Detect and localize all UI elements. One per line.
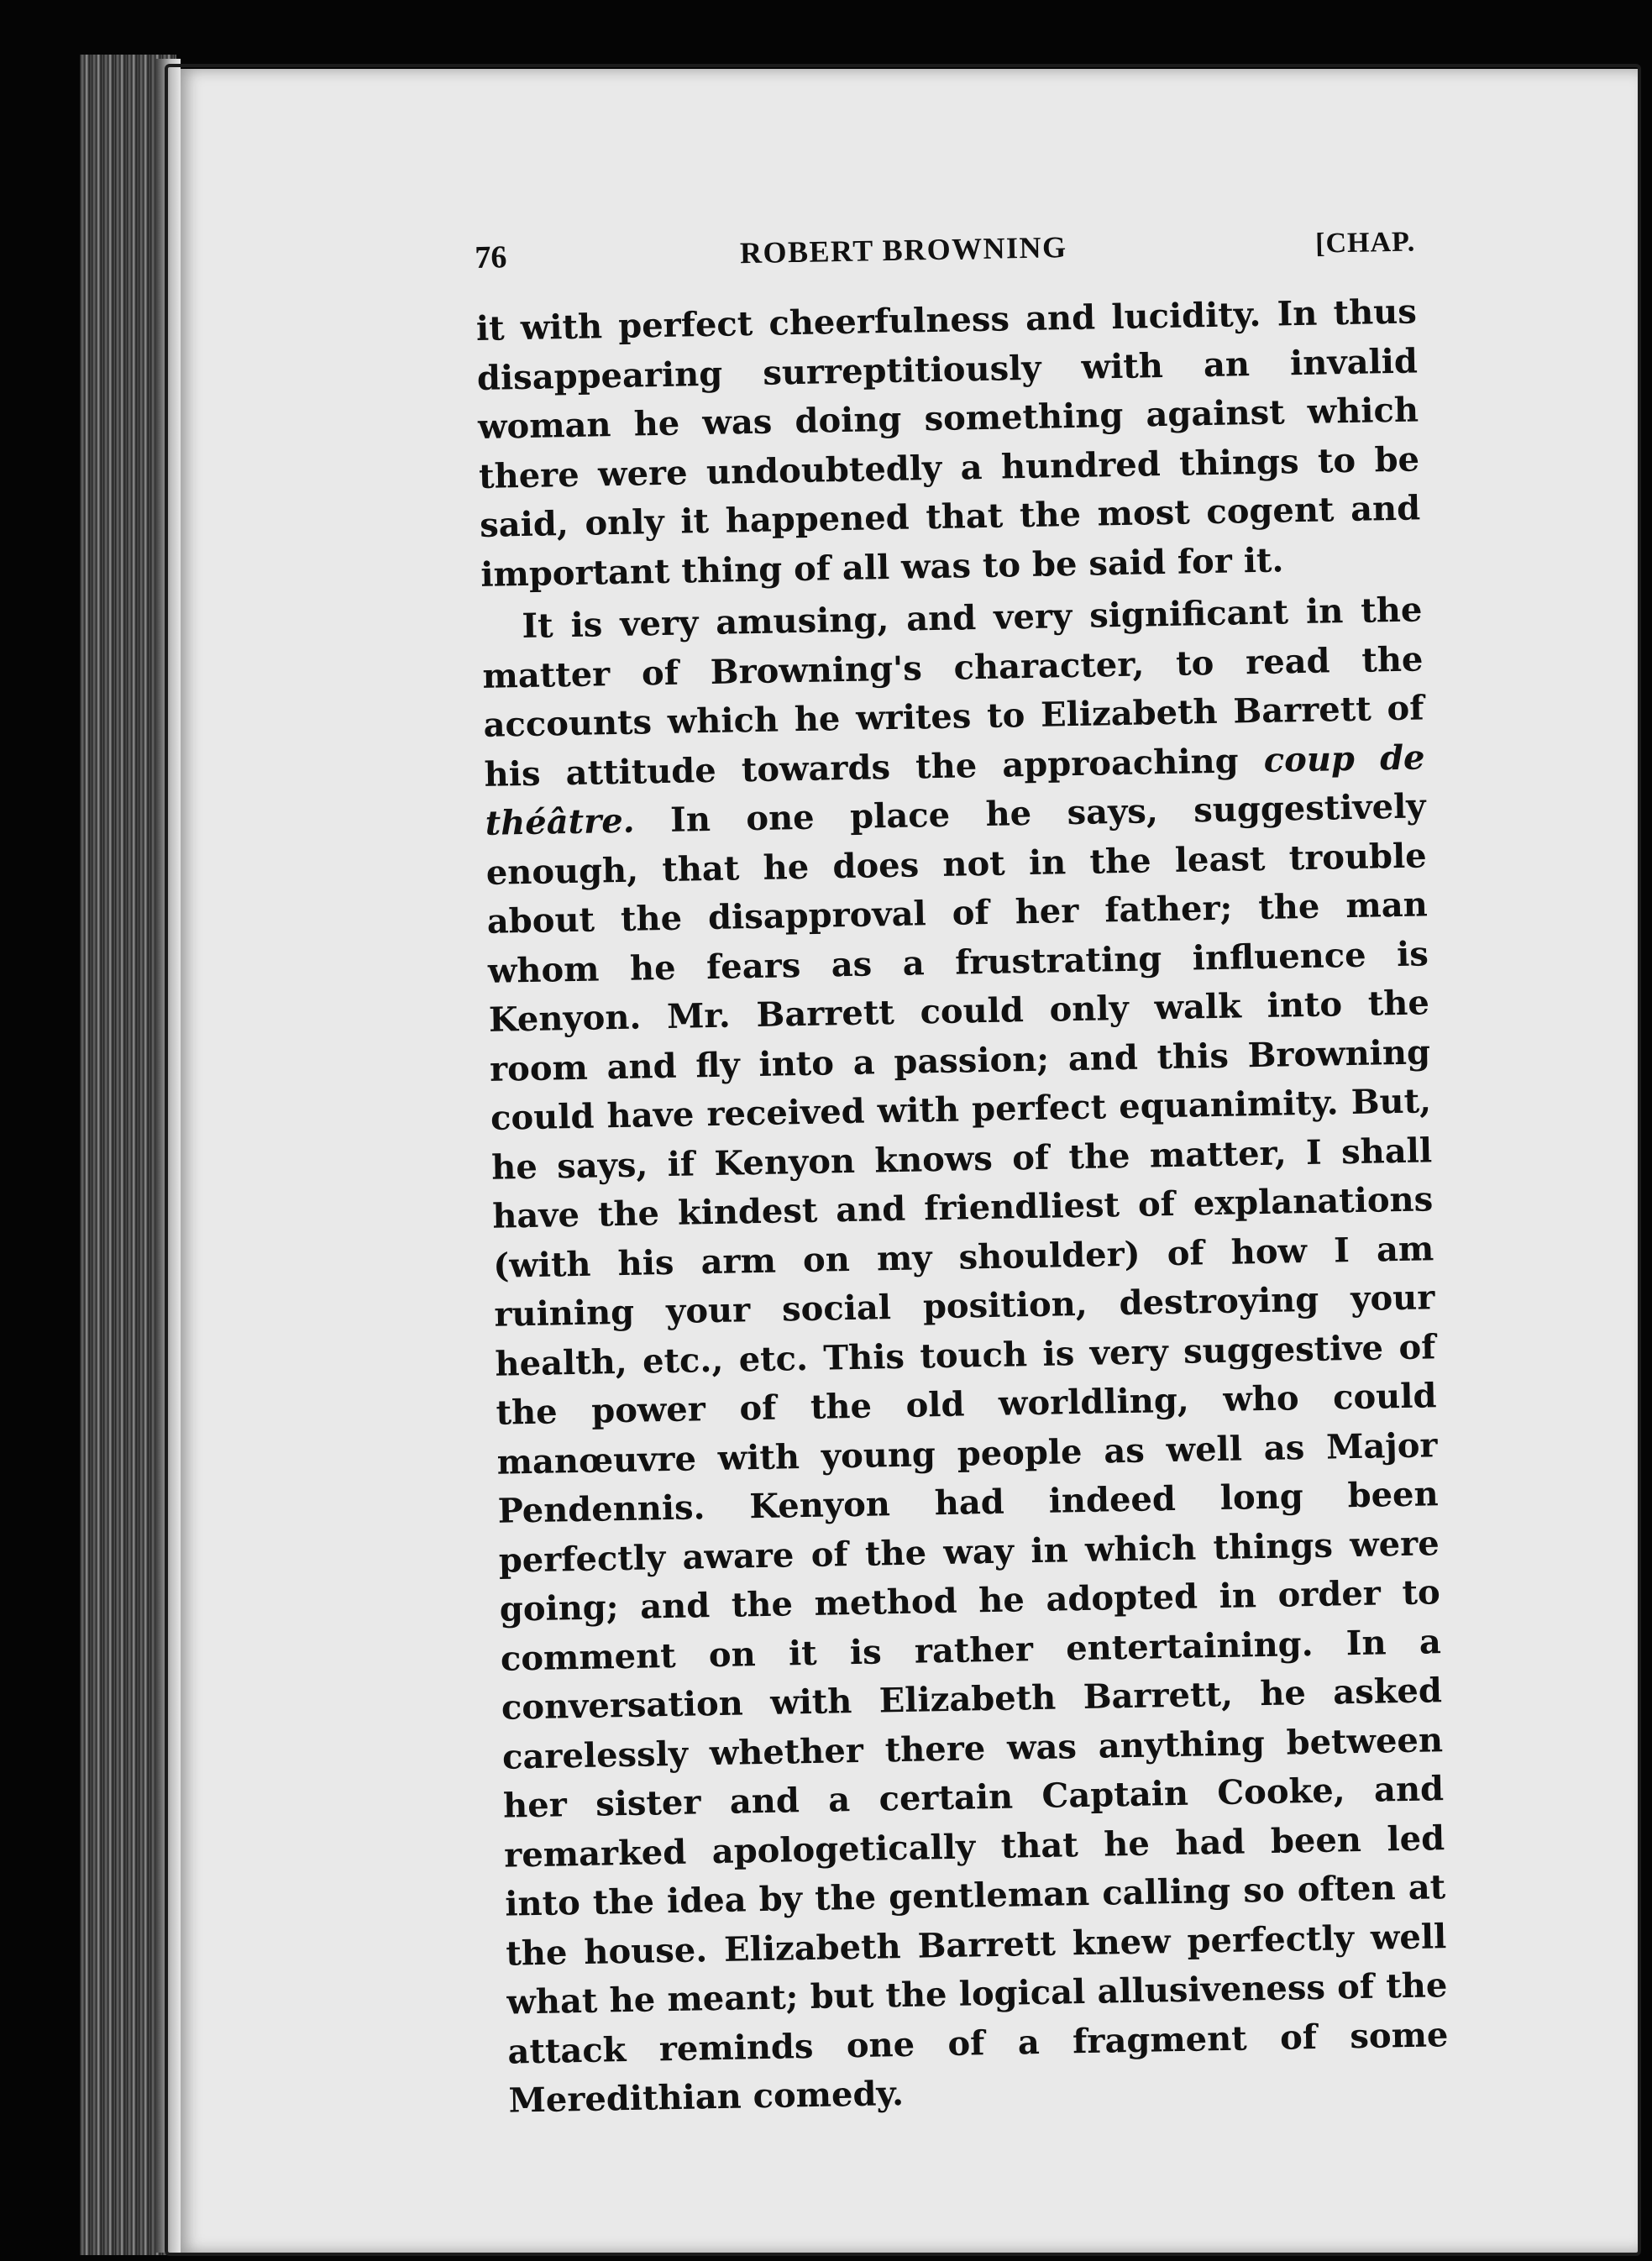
book-title: ROBERT BROWNING xyxy=(739,230,1067,270)
paragraph-2 xyxy=(481,585,1450,2126)
page-number: 76 xyxy=(475,239,507,275)
paragraph-1: it with perfect cheerfulness and lucidity. In thus disappearing surreptitiously with an invalid woman he was doing something against which there were undoubtedly a hundred things to be said, only it happened that the most cogent and important thing of all was to be said for it. xyxy=(475,291,1421,595)
paragraph-2-text-end: In one place he says, suggestively enough, that he does not in the least trouble about the disapproval of her father; the man whom he fears as a frustrating influence is Kenyon. Mr. Barrett could only walk into the room and fly into a passion; and this Browning could have received with perfect equanimity. But, he says, if Kenyon knows of the matter, I shall have the kindest and friendliest of explanations (with his arm on my shoulder) of how I am ruining your social position, destroying your health, etc., etc. This touch is very suggestive of the power of the old worldling, who could manœuvre with young people as well as Major Pendennis. Kenyon had indeed long been perfectly aware of the way in which things were going; and the method he adopted in order to comment on it is rather entertaining. In a conversation with Elizabeth Barrett, he asked carelessly whether there was anything between her sister and a certain Captain Cooke, and remarked apologetically that he had been led into the idea by the gentleman calling so often at the house. Elizabeth Barrett knew perfectly well what he meant; but the logical allusiveness of the attack reminds one of a fragment of some Meredithian comedy. xyxy=(485,786,1449,2121)
text-block xyxy=(475,222,1450,2126)
chapter-mark: [CHAP. xyxy=(1314,226,1416,260)
italic-phrase: coup de théâtre. xyxy=(485,737,1425,843)
book-gutter xyxy=(155,59,181,2253)
paragraph-2-text-start: It is very amusing, and very significant in the matter of Browning's character, to read the accounts which he writes to Elizabeth Barrett of his attitude towards the approaching xyxy=(482,590,1424,795)
